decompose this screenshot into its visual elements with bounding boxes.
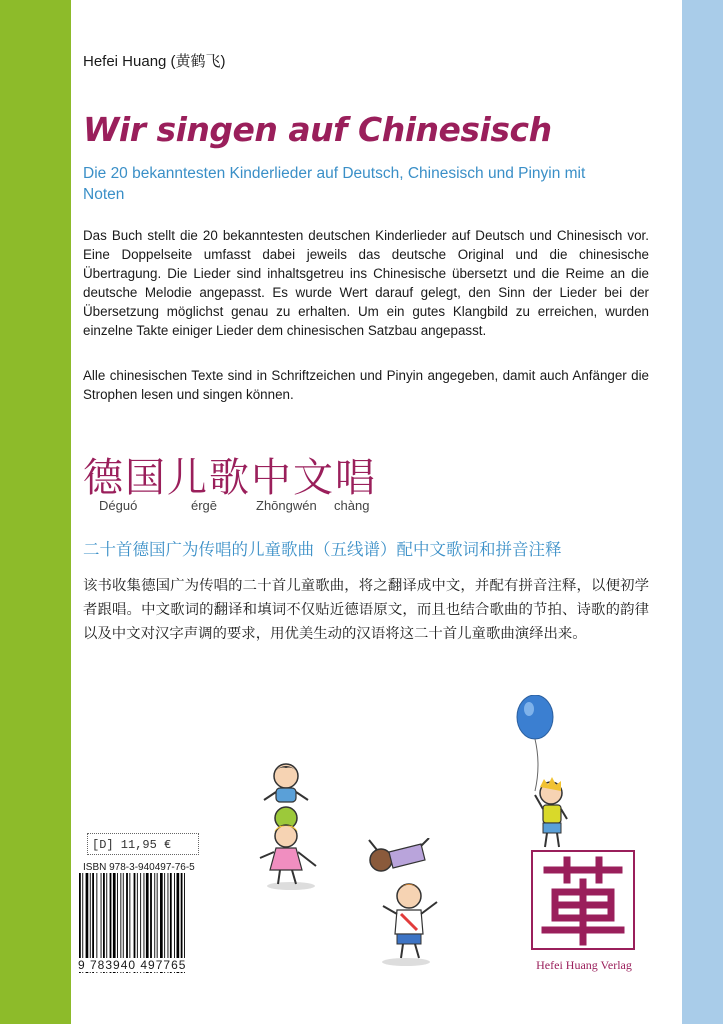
description-paragraph-2: Alle chinesischen Texte sind in Schriftzeichen und Pinyin angegeben, damit auch Anfänger die Strophen lesen und singen können. <box>83 368 649 402</box>
price-label: [D] 11,95 € <box>87 833 199 855</box>
chinese-description: 该书收集德国广为传唱的二十首儿童歌曲，将之翻译成中文，并配有拼音注释，以便初学者跟唱。中文歌词的翻译和填词不仅贴近德语原文，而且也结合歌曲的节拍、诗歌的韵律以及中文对汉字声调的要求，用优美生动的汉语将这二十首儿童歌曲演绎出来。 <box>83 578 649 642</box>
ean-digits: 9 783940 497765 <box>78 958 187 972</box>
pinyin-word: Déguó <box>99 498 138 513</box>
pinyin-word: chàng <box>334 498 370 513</box>
author-name: Hefei Huang (黄鹤飞) <box>83 53 226 70</box>
back-cover <box>71 0 682 1024</box>
description-paragraph-1: Das Buch stellt die 20 bekanntesten deutschen Kinderlieder auf Deutsch und Chinesisch vor. Eine Doppelseite umfasst dabei jeweils das deutsche Original und die chinesische Übertragung. Die Lieder sind inhaltsgetreu ins Chinesische übersetzt und die Reime an die deutsche Melodie angepasst. Es wurde Wert darauf gelegt, den Sinn der Lieder bei der Übersetzung möglichst genau zu erhalten. Um ein gutes Klangbild zu erreichen, wurden einzelne Takte einiger Lieder dem chinesischen Satzbau angepasst. <box>83 228 649 338</box>
left-green-strip <box>0 0 71 1024</box>
pinyin-word: érgē <box>191 498 218 513</box>
book-title: Wir singen auf Chinesisch <box>83 110 552 149</box>
pinyin-word: Zhōngwén <box>256 498 317 513</box>
publisher-logo <box>531 850 635 950</box>
chinese-subtitle: 二十首德国广为传唱的儿童歌曲（五线谱）配中文歌词和拼音注释 <box>83 540 562 559</box>
right-blue-strip <box>682 0 723 1024</box>
seal-icon <box>533 852 633 948</box>
playing-children-illustration <box>361 838 451 968</box>
isbn-text: ISBN 978-3-940497-76-5 <box>83 862 195 873</box>
stacked-children-illustration <box>256 758 326 893</box>
balloon-child-illustration <box>511 695 571 855</box>
book-subtitle: Die 20 bekanntesten Kinderlieder auf Deutsch, Chinesisch und Pinyin mit Noten <box>83 165 586 203</box>
publisher-name: Hefei Huang Verlag <box>536 958 632 972</box>
chinese-title: 德国儿歌中文唱 <box>83 455 377 501</box>
